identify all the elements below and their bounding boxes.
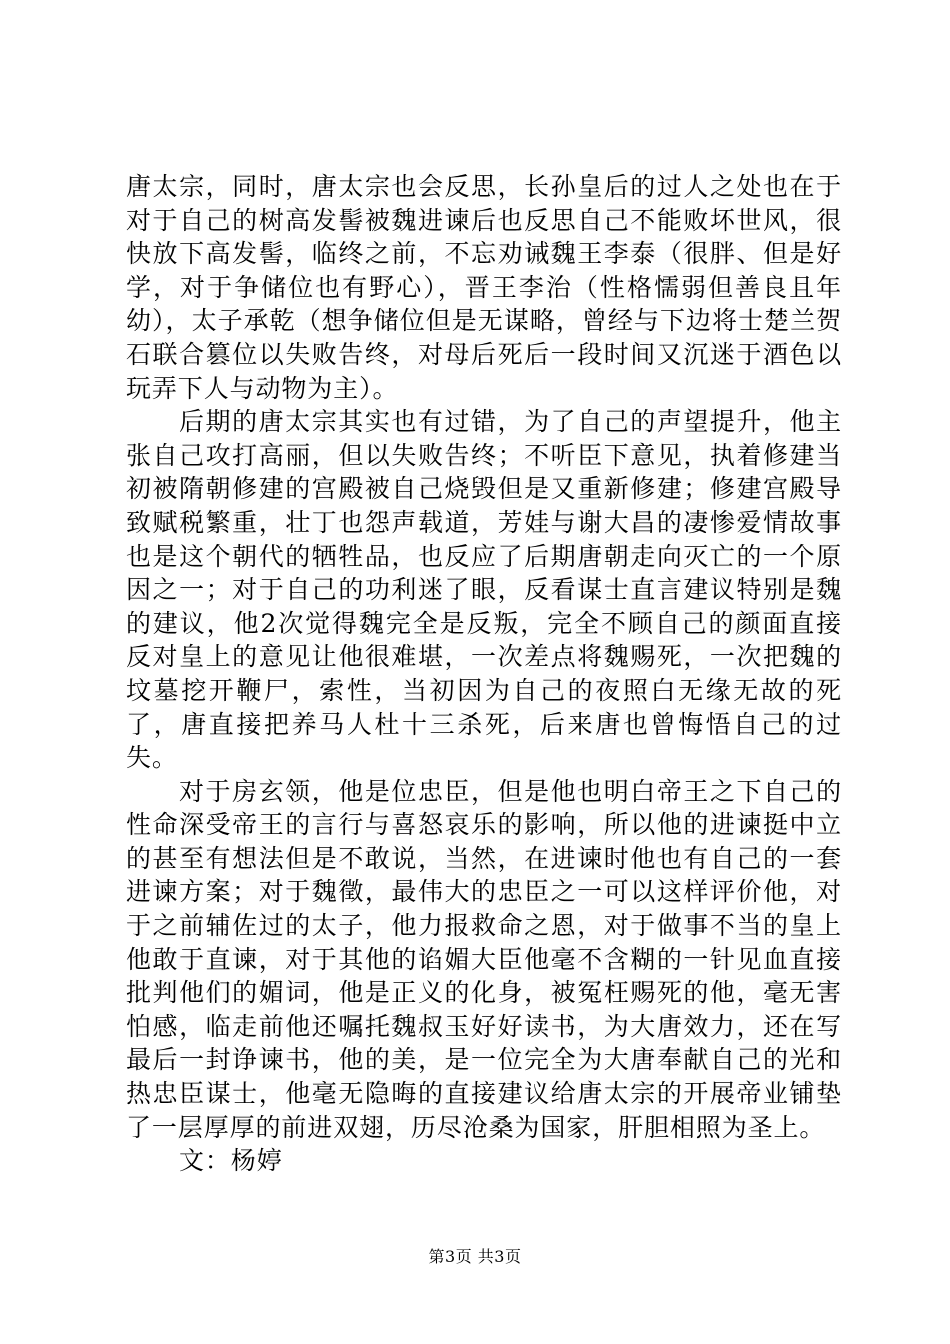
paragraph-late-period: 后期的唐太宗其实也有过错，为了自己的声望提升，他主张自己攻打高丽，但以失败告终；不听臣下意见，执着修建当初被隋朝修建的宫殿被自己烧毁但是又重新修建；修建宫殿导致赋税繁重，壮丁也怨声载道，芳娃与谢大昌的凄惨爱情故事也是这个朝代的牺牲品，也反应了后期唐朝走向灭亡的一个原因之一；对于自己的功利迷了眼，反看谋士直言建议特别是魏的建议，他2次觉得魏完全是反叛，完全不顾自己的颜面直接反对皇上的意见让他很难堪，一次差点将魏赐死，一次把魏的坟墓挖开鞭尸，索性，当初因为自己的夜照白无缘无故的死了，唐直接把养马人杜十三杀死，后来唐也曾悔悟自己的过失。	[126, 407, 842, 773]
page-number-footer: 第3页 共3页	[428, 1247, 522, 1266]
article-body	[126, 170, 842, 1178]
paragraph-ministers: 对于房玄领，他是位忠臣，但是他也明白帝王之下自己的性命深受帝王的言行与喜怒哀乐的影响，所以他的进谏挺中立的甚至有想法但是不敢说，当然，在进谏时他也有自己的一套进谏方案；对于魏徵，最伟大的忠臣之一可以这样评价他，对于之前辅佐过的太子，他力报救命之恩，对于做事不当的皇上他敢于直谏，对于其他的谄媚大臣他毫不含糊的一针见血直接批判他们的媚词，他是正义的化身，被冤枉赐死的他，毫无害怕感，临走前他还嘱托魏叔玉好好读书，为大唐效力，还在写最后一封诤谏书，他的美，是一位完全为大唐奉献自己的光和热忠臣谋士，他毫无隐晦的直接建议给唐太宗的开展帝业铺垫了一层厚厚的前进双翅，历尽沧桑为国家，肝胆相照为圣上。	[126, 776, 842, 1142]
author-line: 文：杨婷	[179, 1146, 283, 1176]
paragraph-continuation: 唐太宗，同时，唐太宗也会反思，长孙皇后的过人之处也在于对于自己的树高发髻被魏进谏后也反思自己不能败坏世风，很快放下高发髻，临终之前，不忘劝诫魏王李泰（很胖、但是好学，对于争储位也有野心），晋王李治（性格懦弱但善良且年幼），太子承乾（想争储位但是无谋略，曾经与下边将士楚兰贺石联合篡位以失败告终，对母后死后一段时间又沉迷于酒色以玩弄下人与动物为主）。	[126, 172, 842, 403]
